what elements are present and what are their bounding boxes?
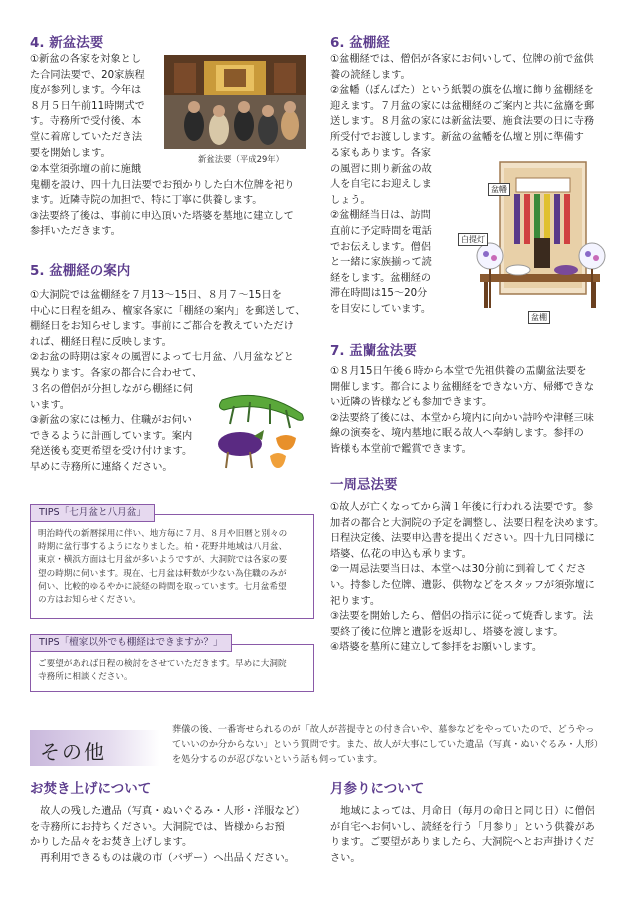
text-line: 早めに寺務所に連絡ください。 <box>30 461 173 473</box>
text-line: と一緒に家族揃って読 <box>330 257 432 269</box>
section-6-body-top <box>330 52 620 146</box>
otakiage-title: お焚き上げについて <box>30 781 152 797</box>
text-line: 葬儀の後、一番寄せられるのが「故人が菩提寺との付き合いや、墓参などをやっていたので、どうやっ <box>172 724 595 735</box>
text-line: ②お盆の時期は家々の風習によって七月盆、八月盆などと <box>30 352 294 364</box>
tag-shirochochin: 白提灯 <box>458 233 488 246</box>
text-line: ①盆棚経では、僧侶が各家にお伺いして、位牌の前で盆供 <box>330 54 594 65</box>
tag-bondana: 盆棚 <box>528 311 550 324</box>
text-line: 参拝いただきます。 <box>30 226 121 238</box>
text-line: い近隣の皆様なども参加できます。 <box>330 397 493 409</box>
text-line: 直前に予定時間を電話 <box>330 225 432 237</box>
text-line: 経をします。盆棚経の <box>330 272 432 284</box>
text-line: 養の読経します。 <box>330 69 411 81</box>
text-line: 塔婆、仏花の申込も承ります。 <box>330 548 472 560</box>
text-line: 滞在時間は15～20分 <box>330 288 428 300</box>
text-line: しょう。 <box>330 194 371 206</box>
isshuki-title: 一周忌法要 <box>330 477 398 493</box>
text-line: ④塔婆を墓所に建立して参拝をお願いします。 <box>330 642 543 654</box>
text-line: 時期に盆行事するようになりました。柏・花野井地域は八月盆、 <box>38 542 288 553</box>
tag-bonbata: 盆幡 <box>488 183 510 196</box>
text-line: ①８月15日午後６時から本堂で先祖供養の盂蘭盆法要を <box>330 366 587 377</box>
tips-body-danka <box>38 658 308 684</box>
text-line: を寺務所にお持ちください。大洞院では、皆様からお預 <box>30 821 285 833</box>
tips-body-shichigatsubon <box>38 528 308 607</box>
text-line: る家もあります。各家 <box>330 148 432 159</box>
cucumber-eggplant-illustration <box>210 388 310 474</box>
section-6-body-bottom <box>330 146 450 318</box>
text-line: が自宅へお伺いし、読経を行う「月参り」という供養があ <box>330 821 595 833</box>
text-line: ②一周忌法要当日は、本堂へは30分前に到着してくださ <box>330 564 587 576</box>
text-line: を目安にしています。 <box>330 303 432 315</box>
text-line: 堂に着席していただき法 <box>30 131 143 143</box>
text-line: れば、棚経日程に反映します。 <box>30 336 172 348</box>
text-line: ていいのか分からない」という質問です。また、故人が大事にしていた遺品（写真・ぬいぐるみ・人形） <box>172 739 604 750</box>
text-line: 要を開始します。 <box>30 147 111 159</box>
text-line: 祀ります。 <box>330 595 381 607</box>
text-line: 線の演奏を、境内墓地に眠る故人へ奉納します。参拝の <box>330 428 584 440</box>
text-line: ①新盆の各家を対象とし <box>30 54 142 65</box>
text-line: 東京・横浜方面は七月盆が多いようですが、大洞院では各家の要 <box>38 555 288 566</box>
text-line: ３名の僧侶が分担しながら棚経に伺 <box>30 384 193 395</box>
text-line: ②本堂須弥壇の前に施餓 <box>30 164 142 175</box>
text-line: た合同法要で、20家族程 <box>30 69 145 81</box>
text-line: の風習に則り新盆の故 <box>330 163 432 175</box>
text-line: を処分するのが忍びないという話も伺っています。 <box>172 754 383 765</box>
section-6-title: 6. 盆棚経 <box>330 35 390 51</box>
text-line: い。持参した位牌、遺影、供物などをスタッフが須弥壇に <box>330 579 595 591</box>
text-line: ①故人が亡くなってから満１年後に行われる法要です。参 <box>330 502 594 513</box>
section-7-title: 7. 盂蘭盆法要 <box>330 343 417 359</box>
section-5-body-top <box>30 288 315 382</box>
text-line: ②盆棚経当日は、訪問 <box>330 210 431 222</box>
text-line: 送します。８月盆の家には新盆法要、施食法要の日に寺務 <box>330 116 595 128</box>
text-line: ご要望があれば日程の検討をさせていただきます。早めに大洞院 <box>38 659 287 669</box>
text-line: 日程決定後、法要申込書を提出ください。四十九日同様に <box>330 533 595 545</box>
section-4-body-top <box>30 52 170 161</box>
text-line: 皆様も本堂前で鑑賞できます。 <box>330 443 472 455</box>
section-5-title: 5. 盆棚経の案内 <box>30 263 131 279</box>
text-line: 発送後も変更希望を受け付けます。 <box>30 446 193 458</box>
section-5-body-bottom <box>30 382 220 476</box>
text-line: ８月５日午前11時開式で <box>30 100 145 112</box>
sonota-title: その他 <box>40 740 106 764</box>
text-line: 要終了後に位牌と遺影を返却し、塔婆を渡します。 <box>330 626 564 638</box>
bondana-illustration <box>470 158 610 318</box>
tips-label-danka: TIPS「檀家以外でも棚経はできますか？」 <box>30 634 232 652</box>
text-line: さい。 <box>330 852 361 864</box>
text-line: 寺務所に相談ください。 <box>38 672 133 683</box>
section-7-body <box>330 364 620 458</box>
text-line: ③法要終了後は、事前に申込頂いた塔婆を墓地に建立して <box>30 210 294 222</box>
text-line: ②盆幡（ぼんばた）という紙製の旗を仏壇に飾り盆棚経を <box>330 85 594 97</box>
isshuki-body <box>330 500 620 656</box>
tsukimairi-title: 月参りについて <box>330 781 425 797</box>
text-line: います。 <box>30 399 70 411</box>
text-line: 加者の都合と大洞院の予定を調整し、法要日程を決めます。 <box>330 517 605 529</box>
text-line: 伺い、比較的ゆるやかに読経の時間を取っています。七月盆希望 <box>38 581 287 592</box>
text-line: 迎えます。７月盆の家には盆棚経のご案内と共に盆旛を郵 <box>330 100 595 112</box>
photo-caption: 新盆法要（平成29年） <box>198 154 285 164</box>
text-line: かりした品々をお焚き上げします。 <box>30 837 193 849</box>
text-line: ③法要を開始したら、僧侶の指示に従って焼香します。法 <box>330 611 594 623</box>
text-line: 棚経日をお知らせします。事前にご都合を教えていただけ <box>30 321 294 333</box>
text-line: ります。ご要望がありましたら、大洞院へとお声掛けくだ <box>330 837 595 849</box>
text-line: 所受付でお渡しします。新盆の盆幡を仏壇と別に準備す <box>330 131 584 143</box>
text-line: 異なります。各家の都合に合わせて、 <box>30 367 203 379</box>
text-line: 鬼棚を設け、四十九日法要でお預かりした白木位牌を祀り <box>30 179 295 191</box>
text-line: 中心に日程を組み、檀家各家に「棚経の案内」を郵送して、 <box>30 305 306 317</box>
sonota-intro <box>172 722 622 767</box>
text-line: す。寺務所で受付後、本 <box>30 116 142 128</box>
text-line: でお伝えします。僧侶 <box>330 241 432 253</box>
text-line: できるように計画しています。案内 <box>30 430 193 442</box>
text-line: 再利用できるものは歳の市（バザー）へ出品ください。 <box>30 852 295 864</box>
text-line: ③新盆の家には極力、住職がお伺い <box>30 415 192 427</box>
section-4-body-bottom <box>30 162 315 240</box>
otakiage-body <box>30 804 320 866</box>
text-line: 望の時期に伺います。現在、七月盆は軒数が少ない為住職のみが <box>38 568 287 579</box>
text-line: 明治時代の新暦採用に伴い、地方毎に７月、８月や旧暦と別々の <box>38 529 288 539</box>
text-line: ①大洞院では盆棚経を７月13～15日、８月７～15日を <box>30 290 282 301</box>
section-4-title: 4. 新盆法要 <box>30 35 104 51</box>
text-line: 度が参列します。今年は <box>30 85 142 97</box>
text-line: 開催します。都合により盆棚経をできない方、帰郷できな <box>330 381 595 393</box>
text-line: 故人の残した遺品（写真・ぬいぐるみ・人形・洋服など） <box>30 806 306 817</box>
text-line: 人を自宅にお迎えしま <box>330 179 432 191</box>
tsukimairi-body <box>330 804 620 866</box>
tips-label-shichigatsubon: TIPS「七月盆と八月盆」 <box>30 504 155 522</box>
text-line: 地域によっては、月命日（毎月の命日と同じ日）に僧侶 <box>330 806 595 817</box>
text-line: ます。近隣寺院の加担で、特に丁寧に供養します。 <box>30 195 263 207</box>
text-line: の方はお知らせください。 <box>38 595 141 606</box>
shin-bon-photo <box>164 55 306 149</box>
text-line: ②法要終了後には、本堂から境内に向かい詩吟や津軽三味 <box>330 412 594 424</box>
